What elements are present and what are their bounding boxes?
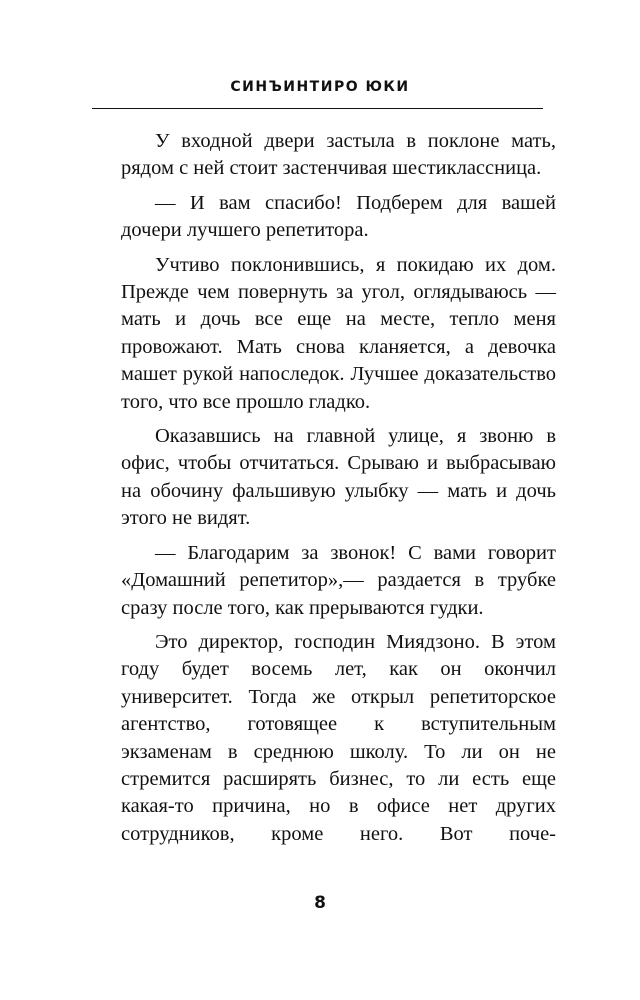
body-text — [121, 128, 556, 855]
header-rule — [92, 108, 543, 109]
paragraph: Это директор, господин Миядзоно. В этом году будет восемь лет, как он окончил университет. Тогда же открыл репетиторское агентство, готовящее к вступительным экзаменам в среднюю школу. То ли он не стремится расширять бизнес, то ли есть еще какая-то причина, но в офисе нет других сотрудников, кроме него. Вот поче- — [121, 630, 556, 845]
paragraph: — И вам спасибо! Подберем для вашей дочери лучшего репетитора. — [121, 191, 556, 242]
paragraph: Учтиво поклонившись, я покидаю их дом. Прежде чем повернуть за угол, оглядываюсь — мать и дочь все еще на месте, тепло меня провожают. Мать снова кланяется, а девочка машет рукой напоследок. Лучшее доказательство того, что все прошло гладко. — [121, 253, 556, 413]
paragraph: Оказавшись на главной улице, я звоню в офис, чтобы отчитаться. Срываю и выбрасываю на обочину фальшивую улыбку — мать и дочь этого не видят. — [121, 425, 556, 530]
paragraph: — Благодарим за звонок! С вами говорит «Домашний репетитор»,— раздается в трубке сразу после того, как прерываются гудки. — [121, 541, 556, 619]
running-head-author: СИНЪИНТИРО ЮКИ — [230, 79, 410, 95]
paragraph: У входной двери застыла в поклоне мать, рядом с ней стоит застенчивая шестиклассница. — [121, 130, 556, 180]
page-number: 8 — [314, 893, 326, 913]
